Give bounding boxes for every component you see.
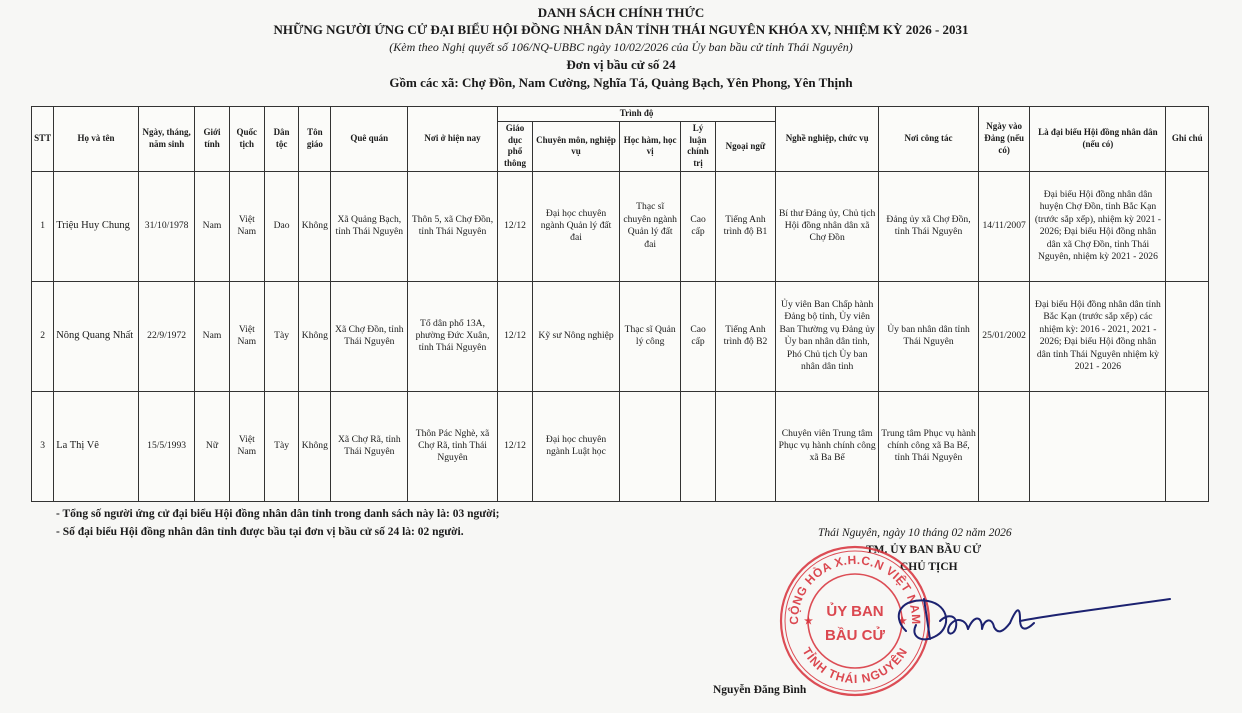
cell-religion: Không: [299, 281, 331, 391]
svg-text:★: ★: [804, 616, 813, 627]
cell-workplace: Ủy ban nhân dân tỉnh Thái Nguyên: [879, 281, 979, 391]
cell-ethnicity: Tày: [264, 391, 298, 501]
col-party-date: Ngày vào Đảng (nếu có): [978, 107, 1029, 172]
cell-nationality: Việt Nam: [229, 171, 264, 281]
cell-religion: Không: [299, 391, 331, 501]
cell-dob: 15/5/1993: [138, 391, 194, 501]
cell-name: La Thị Vê: [54, 391, 139, 501]
col-language: Ngoại ngữ: [715, 122, 776, 172]
cell-residence: Thôn Pác Nghè, xã Chợ Rã, tỉnh Thái Nguyên: [408, 391, 498, 501]
cell-party-date: [978, 391, 1029, 501]
cell-stt: 2: [32, 281, 54, 391]
col-religion: Tôn giáo: [299, 107, 331, 172]
cell-notes: [1166, 281, 1209, 391]
document-title: DANH SÁCH CHÍNH THỨC: [537, 5, 705, 20]
cell-council: Đại biểu Hội đồng nhân dân tỉnh Bắc Kạn (trước sắp xếp) các nhiệm kỳ: 2016 - 2021, 2021 - 2026; Đại biểu Hội đồng nhân dân tỉnh Thái Nguyên nhiệm kỳ 2021 - 2026: [1030, 281, 1166, 391]
table-row: [32, 391, 1209, 501]
cell-party-date: 25/01/2002: [978, 281, 1029, 391]
cell-degree: Thạc sĩ chuyên ngành Quản lý đất đai: [619, 171, 681, 281]
cell-hometown: Xã Quảng Bạch, tỉnh Thái Nguyên: [331, 171, 408, 281]
seal-ring-text: CỘNG HÒA X.H.C.N VIỆT NAM: [786, 552, 924, 625]
col-education-group: Trình độ: [497, 107, 775, 122]
col-hometown: Quê quán: [331, 107, 408, 172]
col-occupation: Nghề nghiệp, chức vụ: [776, 107, 879, 172]
cell-specialty: Đại học chuyên ngành Quản lý đất đai: [533, 171, 620, 281]
cell-residence: Tổ dân phố 13A, phường Đức Xuân, tỉnh Thái Nguyên: [408, 281, 498, 391]
table-row: [32, 171, 1209, 281]
total-candidates-note: - Tổng số người ứng cử đại biểu Hội đồng nhân dân tỉnh trong danh sách này là: 03 người;: [56, 508, 500, 520]
cell-nationality: Việt Nam: [229, 391, 264, 501]
cell-religion: Không: [299, 171, 331, 281]
cell-language: Tiếng Anh trình độ B1: [715, 171, 776, 281]
cell-language: [715, 391, 776, 501]
cell-council: Đại biểu Hội đồng nhân dân huyện Chợ Đồn, tỉnh Bắc Kạn (trước sắp xếp), nhiệm kỳ 2021 - 2026; Đại biểu Hội đồng nhân dân xã Chợ Đồn, tỉnh Thái Nguyên, nhiệm kỳ 2021 - 2026: [1030, 171, 1166, 281]
cell-stt: 3: [32, 391, 54, 501]
col-stt: STT: [32, 107, 54, 172]
cell-ethnicity: Tày: [264, 281, 298, 391]
cell-gender: Nam: [195, 171, 229, 281]
col-ethnicity: Dân tộc: [264, 107, 298, 172]
electoral-unit: Đơn vị bầu cử số 24: [566, 57, 676, 72]
signer-name: Nguyễn Đăng Bình: [713, 684, 807, 696]
col-degree: Học hàm, học vị: [619, 122, 681, 172]
col-gender: Giới tính: [195, 107, 229, 172]
cell-workplace: Trung tâm Phục vụ hành chính công xã Ba Bể, tỉnh Thái Nguyên: [879, 391, 979, 501]
cell-specialty: Kỹ sư Nông nghiệp: [533, 281, 620, 391]
cell-name: Triệu Huy Chung: [54, 171, 139, 281]
col-specialty: Chuyên môn, nghiệp vụ: [533, 122, 620, 172]
cell-occupation: Ủy viên Ban Chấp hành Đảng bộ tỉnh, Ủy viên Ban Thường vụ Đảng ủy Ủy ban nhân dân tỉnh, Phó Chủ tịch Ủy ban nhân dân tỉnh: [776, 281, 879, 391]
signing-organization: TM. ỦY BAN BẦU CỬ: [866, 544, 982, 556]
cell-dob: 31/10/1978: [138, 171, 194, 281]
place-date: Thái Nguyên, ngày 10 tháng 02 năm 2026: [818, 527, 1012, 539]
cell-gender: Nữ: [195, 391, 229, 501]
cell-general-edu: 12/12: [497, 391, 532, 501]
col-residence: Nơi ở hiện nay: [408, 107, 498, 172]
seal-center-line2: BẦU CỬ: [825, 627, 885, 644]
col-name: Họ và tên: [54, 107, 139, 172]
cell-party-date: 14/11/2007: [978, 171, 1029, 281]
cell-hometown: Xã Chợ Rã, tỉnh Thái Nguyên: [331, 391, 408, 501]
cell-degree: [619, 391, 681, 501]
communes-list: Gồm các xã: Chợ Đồn, Nam Cường, Nghĩa Tá, Quảng Bạch, Yên Phong, Yên Thịnh: [389, 75, 853, 90]
cell-occupation: Chuyên viên Trung tâm Phục vụ hành chính công xã Ba Bể: [776, 391, 879, 501]
handwritten-signature: [870, 585, 1180, 655]
signer-role: CHỦ TỊCH: [900, 561, 958, 573]
cell-dob: 22/9/1972: [138, 281, 194, 391]
col-notes: Ghi chú: [1166, 107, 1209, 172]
cell-residence: Thôn 5, xã Chợ Đồn, tỉnh Thái Nguyên: [408, 171, 498, 281]
cell-nationality: Việt Nam: [229, 281, 264, 391]
cell-political: Cao cấp: [681, 171, 715, 281]
svg-text:★: ★: [898, 616, 907, 627]
cell-notes: [1166, 391, 1209, 501]
cell-ethnicity: Dao: [264, 171, 298, 281]
cell-political: [681, 391, 715, 501]
cell-language: Tiếng Anh trình độ B2: [715, 281, 776, 391]
cell-specialty: Đại học chuyên ngành Luật học: [533, 391, 620, 501]
seal-bottom-text: TỈNH THÁI NGUYÊN: [799, 644, 911, 687]
candidate-table: [31, 106, 1209, 502]
cell-name: Nông Quang Nhất: [54, 281, 139, 391]
cell-occupation: Bí thư Đảng ủy, Chủ tịch Hội đồng nhân dân xã Chợ Đồn: [776, 171, 879, 281]
seal-center-line1: ỦY BAN: [826, 603, 884, 620]
cell-notes: [1166, 171, 1209, 281]
cell-gender: Nam: [195, 281, 229, 391]
cell-workplace: Đảng ủy xã Chợ Đồn, tỉnh Thái Nguyên: [879, 171, 979, 281]
col-nationality: Quốc tịch: [229, 107, 264, 172]
document-subtitle: NHỮNG NGƯỜI ỨNG CỬ ĐẠI BIỂU HỘI ĐỒNG NHÂN DÂN TỈNH THÁI NGUYÊN KHÓA XV, NHIỆM KỲ 2026 - 2031: [273, 22, 969, 37]
cell-degree: Thạc sĩ Quản lý công: [619, 281, 681, 391]
table-row: [32, 281, 1209, 391]
cell-general-edu: 12/12: [497, 171, 532, 281]
cell-stt: 1: [32, 171, 54, 281]
col-council: Là đại biểu Hội đồng nhân dân (nếu có): [1030, 107, 1166, 172]
cell-political: Cao cấp: [681, 281, 715, 391]
cell-general-edu: 12/12: [497, 281, 532, 391]
attachment-note: (Kèm theo Nghị quyết số 106/NQ-UBBC ngày 10/02/2026 của Ủy ban bầu cử tỉnh Thái Nguyên): [389, 40, 853, 54]
cell-hometown: Xã Chợ Đồn, tỉnh Thái Nguyên: [331, 281, 408, 391]
col-dob: Ngày, tháng, năm sinh: [138, 107, 194, 172]
col-workplace: Nơi công tác: [879, 107, 979, 172]
seats-note: - Số đại biểu Hội đồng nhân dân tỉnh được bầu tại đơn vị bầu cử số 24 là: 02 người.: [56, 526, 464, 538]
col-general-edu: Giáo dục phổ thông: [497, 122, 532, 172]
cell-council: [1030, 391, 1166, 501]
col-political: Lý luận chính trị: [681, 122, 715, 172]
